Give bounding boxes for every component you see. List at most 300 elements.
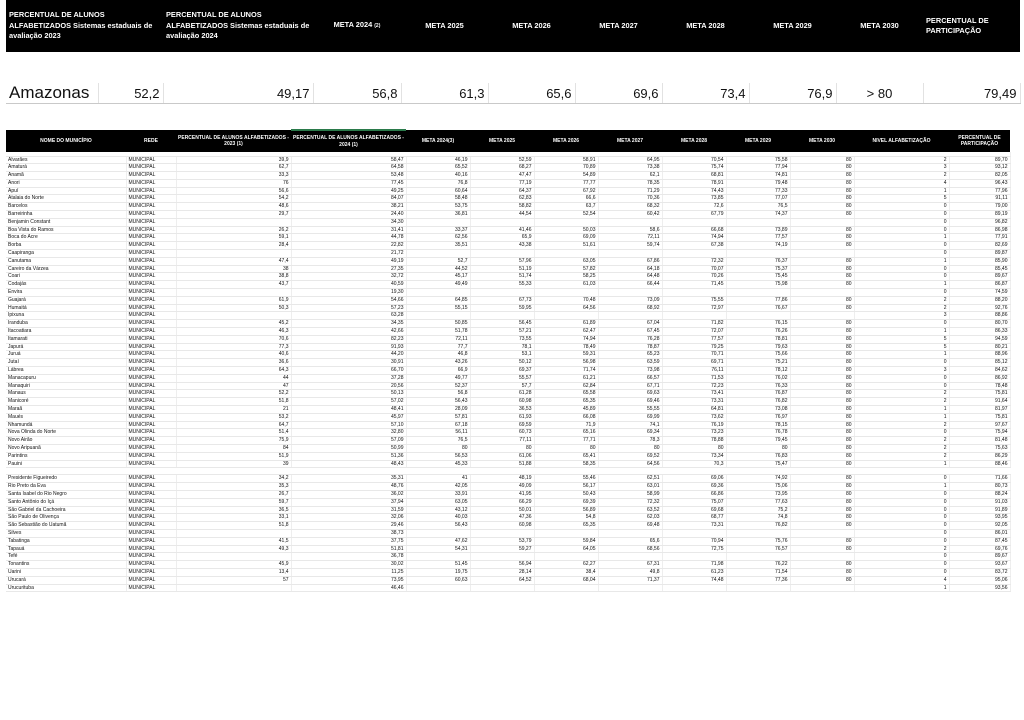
cell-p2023[interactable]	[176, 312, 291, 320]
cell-mun[interactable]: Nhamundá	[6, 421, 126, 429]
cell-participacao[interactable]: 77,96	[949, 187, 1010, 195]
cell-rede[interactable]: MUNICIPAL	[126, 498, 176, 506]
cell-participacao[interactable]: 75,81	[949, 413, 1010, 421]
cell-participacao[interactable]: 75,81	[949, 390, 1010, 398]
cell-p2023[interactable]	[176, 218, 291, 226]
cell-meta2025[interactable]: 28,14	[470, 568, 534, 576]
cell-p2023[interactable]: 45,9	[176, 561, 291, 569]
cell-p2023[interactable]: 51,9	[176, 452, 291, 460]
cell-meta2029[interactable]: 76,02	[726, 374, 790, 382]
cell-meta2030[interactable]	[790, 553, 854, 561]
cell-meta2028[interactable]: 69,06	[662, 475, 726, 483]
cell-meta2027[interactable]: 73,09	[598, 296, 662, 304]
state-name[interactable]: Amazonas	[6, 83, 98, 104]
cell-meta2027[interactable]: 66,44	[598, 281, 662, 289]
cell-participacao[interactable]: 71,66	[949, 475, 1010, 483]
cell-mun[interactable]: São Paulo de Olivença	[6, 514, 126, 522]
cell-meta2027[interactable]: 64,48	[598, 273, 662, 281]
cell-meta2025[interactable]: 69,37	[470, 367, 534, 375]
cell-meta2025[interactable]: 61,93	[470, 413, 534, 421]
cell-participacao[interactable]: 92,05	[949, 522, 1010, 530]
cell-mun[interactable]: Canutama	[6, 257, 126, 265]
state-meta2025[interactable]: 61,3	[401, 83, 488, 104]
cell-p2023[interactable]: 64,7	[176, 421, 291, 429]
cell-meta2029[interactable]: 74,8	[726, 514, 790, 522]
cell-participacao[interactable]: 93,67	[949, 561, 1010, 569]
cell-meta2024[interactable]: 35,51	[406, 242, 470, 250]
cell-meta2025[interactable]	[470, 218, 534, 226]
cell-meta2024[interactable]: 49,49	[406, 281, 470, 289]
cell-meta2024[interactable]: 66,9	[406, 367, 470, 375]
state-meta2027[interactable]: 69,6	[575, 83, 662, 104]
cell-p2023[interactable]: 36,5	[176, 506, 291, 514]
cell-rede[interactable]: MUNICIPAL	[126, 452, 176, 460]
cell-p2024[interactable]: 40,59	[291, 281, 406, 289]
cell-mun[interactable]: Novo Aripuanã	[6, 444, 126, 452]
cell-mun[interactable]: Anori	[6, 179, 126, 187]
cell-meta2024[interactable]: 56,8	[406, 390, 470, 398]
cell-meta2024[interactable]	[406, 553, 470, 561]
cell-meta2027[interactable]: 69,46	[598, 398, 662, 406]
cell-meta2030[interactable]: 80	[790, 490, 854, 498]
cell-meta2025[interactable]: 80	[470, 444, 534, 452]
cell-meta2025[interactable]	[470, 553, 534, 561]
cell-participacao[interactable]: 94,59	[949, 335, 1010, 343]
cell-meta2026[interactable]: 69,39	[534, 498, 598, 506]
cell-meta2029[interactable]: 77,63	[726, 498, 790, 506]
cell-nivel[interactable]: 2	[854, 304, 949, 312]
cell-meta2025[interactable]: 50,01	[470, 506, 534, 514]
cell-p2023[interactable]: 53,2	[176, 413, 291, 421]
cell-meta2025[interactable]	[470, 312, 534, 320]
cell-p2024[interactable]: 51,36	[291, 452, 406, 460]
cell-meta2030[interactable]: 80	[790, 475, 854, 483]
cell-meta2028[interactable]: 74,43	[662, 187, 726, 195]
cell-p2023[interactable]: 50,3	[176, 304, 291, 312]
cell-rede[interactable]: MUNICIPAL	[126, 460, 176, 468]
cell-meta2030[interactable]	[790, 312, 854, 320]
cell-rede[interactable]: MUNICIPAL	[126, 257, 176, 265]
cell-meta2027[interactable]: 78,87	[598, 343, 662, 351]
cell-meta2024[interactable]	[406, 289, 470, 297]
cell-rede[interactable]: MUNICIPAL	[126, 211, 176, 219]
cell-mun[interactable]: Jutaí	[6, 359, 126, 367]
cell-p2023[interactable]: 51,4	[176, 429, 291, 437]
cell-meta2030[interactable]: 80	[790, 460, 854, 468]
cell-nivel[interactable]: 1	[854, 187, 949, 195]
cell-p2024[interactable]: 31,41	[291, 226, 406, 234]
cell-meta2025[interactable]: 48,19	[470, 475, 534, 483]
cell-p2023[interactable]: 26,2	[176, 226, 291, 234]
cell-meta2028[interactable]: 67,79	[662, 211, 726, 219]
cell-meta2024[interactable]: 60,63	[406, 576, 470, 584]
cell-p2023[interactable]: 34,2	[176, 475, 291, 483]
cell-meta2029[interactable]: 74,81	[726, 172, 790, 180]
cell-meta2025[interactable]: 59,95	[470, 304, 534, 312]
cell-meta2024[interactable]: 46,19	[406, 156, 470, 164]
cell-meta2029[interactable]: 77,36	[726, 576, 790, 584]
cell-meta2024[interactable]: 44,52	[406, 265, 470, 273]
cell-p2024[interactable]: 35,31	[291, 475, 406, 483]
cell-meta2030[interactable]: 80	[790, 242, 854, 250]
cell-p2024[interactable]: 51,81	[291, 545, 406, 553]
cell-meta2028[interactable]: 80	[662, 444, 726, 452]
cell-p2024[interactable]: 82,23	[291, 335, 406, 343]
cell-meta2029[interactable]: 75,76	[726, 537, 790, 545]
cell-p2024[interactable]: 11,25	[291, 568, 406, 576]
cell-mun[interactable]: Boa Vista do Ramos	[6, 226, 126, 234]
cell-meta2029[interactable]: 77,94	[726, 164, 790, 172]
cell-meta2029[interactable]: 76,67	[726, 304, 790, 312]
cell-mun[interactable]: Novo Airão	[6, 437, 126, 445]
cell-participacao[interactable]: 81,48	[949, 437, 1010, 445]
cell-p2023[interactable]: 51,8	[176, 398, 291, 406]
cell-meta2027[interactable]	[598, 584, 662, 592]
cell-meta2025[interactable]: 52,59	[470, 156, 534, 164]
cell-p2023[interactable]: 33,3	[176, 172, 291, 180]
cell-p2024[interactable]: 46,46	[291, 584, 406, 592]
cell-meta2027[interactable]: 64,95	[598, 156, 662, 164]
cell-p2023[interactable]: 38,8	[176, 273, 291, 281]
cell-meta2026[interactable]: 56,89	[534, 506, 598, 514]
cell-rede[interactable]: MUNICIPAL	[126, 568, 176, 576]
cell-meta2029[interactable]: 74,92	[726, 475, 790, 483]
cell-meta2024[interactable]: 56,43	[406, 398, 470, 406]
cell-nivel[interactable]: 0	[854, 203, 949, 211]
cell-meta2029[interactable]: 79,48	[726, 179, 790, 187]
cell-nivel[interactable]: 2	[854, 437, 949, 445]
cell-nivel[interactable]: 2	[854, 421, 949, 429]
cell-meta2024[interactable]: 76,8	[406, 179, 470, 187]
cell-meta2029[interactable]: 75,21	[726, 359, 790, 367]
cell-p2024[interactable]: 73,95	[291, 576, 406, 584]
cell-p2023[interactable]: 64,3	[176, 367, 291, 375]
cell-meta2029[interactable]: 76,82	[726, 522, 790, 530]
cell-meta2026[interactable]: 45,89	[534, 406, 598, 414]
cell-meta2028[interactable]: 69,71	[662, 359, 726, 367]
cell-participacao[interactable]: 79,00	[949, 203, 1010, 211]
cell-meta2029[interactable]: 76,15	[726, 320, 790, 328]
cell-mun[interactable]: Urucurituba	[6, 584, 126, 592]
cell-meta2029[interactable]: 79,63	[726, 343, 790, 351]
cell-meta2027[interactable]: 67,86	[598, 257, 662, 265]
cell-rede[interactable]: MUNICIPAL	[126, 382, 176, 390]
cell-meta2028[interactable]: 70,71	[662, 351, 726, 359]
cell-participacao[interactable]: 89,70	[949, 156, 1010, 164]
cell-meta2030[interactable]: 80	[790, 335, 854, 343]
cell-meta2026[interactable]: 71,74	[534, 367, 598, 375]
cell-p2023[interactable]	[176, 553, 291, 561]
cell-nivel[interactable]: 0	[854, 359, 949, 367]
cell-meta2029[interactable]: 78,15	[726, 421, 790, 429]
cell-meta2024[interactable]: 19,75	[406, 568, 470, 576]
cell-meta2024[interactable]: 65,52	[406, 164, 470, 172]
cell-mun[interactable]: Nova Olinda do Norte	[6, 429, 126, 437]
cell-meta2027[interactable]: 67,45	[598, 328, 662, 336]
cell-meta2026[interactable]: 68,04	[534, 576, 598, 584]
cell-nivel[interactable]: 1	[854, 281, 949, 289]
cell-participacao[interactable]: 96,43	[949, 179, 1010, 187]
cell-mun[interactable]: Manicoré	[6, 398, 126, 406]
cell-meta2028[interactable]: 73,85	[662, 195, 726, 203]
cell-meta2029[interactable]: 75,06	[726, 483, 790, 491]
cell-participacao[interactable]: 93,95	[949, 514, 1010, 522]
cell-meta2026[interactable]: 74,94	[534, 335, 598, 343]
cell-meta2027[interactable]: 72,11	[598, 234, 662, 242]
cell-meta2029[interactable]: 76,78	[726, 429, 790, 437]
cell-meta2026[interactable]: 70,89	[534, 164, 598, 172]
cell-meta2026[interactable]: 66,08	[534, 413, 598, 421]
cell-rede[interactable]: MUNICIPAL	[126, 234, 176, 242]
cell-p2024[interactable]: 20,56	[291, 382, 406, 390]
cell-rede[interactable]: MUNICIPAL	[126, 273, 176, 281]
cell-meta2028[interactable]: 75,74	[662, 164, 726, 172]
cell-p2024[interactable]: 57,10	[291, 421, 406, 429]
cell-rede[interactable]: MUNICIPAL	[126, 328, 176, 336]
cell-p2023[interactable]: 57	[176, 576, 291, 584]
cell-meta2025[interactable]: 47,36	[470, 514, 534, 522]
cell-meta2028[interactable]: 73,31	[662, 522, 726, 530]
cell-p2023[interactable]: 29,7	[176, 211, 291, 219]
cell-meta2029[interactable]: 76,87	[726, 390, 790, 398]
cell-nivel[interactable]: 2	[854, 444, 949, 452]
cell-p2024[interactable]: 29,46	[291, 522, 406, 530]
cell-meta2026[interactable]: 56,98	[534, 359, 598, 367]
cell-meta2029[interactable]: 80	[726, 444, 790, 452]
cell-meta2030[interactable]: 80	[790, 568, 854, 576]
cell-meta2026[interactable]	[534, 529, 598, 537]
cell-meta2026[interactable]: 50,43	[534, 490, 598, 498]
cell-meta2026[interactable]: 61,03	[534, 281, 598, 289]
cell-participacao[interactable]: 91,64	[949, 398, 1010, 406]
cell-meta2025[interactable]: 56,94	[470, 561, 534, 569]
cell-p2024[interactable]: 48,41	[291, 406, 406, 414]
cell-rede[interactable]: MUNICIPAL	[126, 179, 176, 187]
cell-meta2027[interactable]: 78,3	[598, 437, 662, 445]
cell-meta2024[interactable]: 67,18	[406, 421, 470, 429]
cell-meta2026[interactable]: 78,49	[534, 343, 598, 351]
cell-meta2026[interactable]: 61,21	[534, 374, 598, 382]
cell-meta2029[interactable]: 75,2	[726, 506, 790, 514]
cell-meta2026[interactable]	[534, 218, 598, 226]
cell-meta2024[interactable]: 63,05	[406, 498, 470, 506]
cell-p2023[interactable]: 59,7	[176, 498, 291, 506]
cell-participacao[interactable]: 84,62	[949, 367, 1010, 375]
cell-mun[interactable]: Itacoatiara	[6, 328, 126, 336]
cell-mun[interactable]: Tefé	[6, 553, 126, 561]
cell-p2023[interactable]: 47,4	[176, 257, 291, 265]
cell-mun[interactable]: Amaturá	[6, 164, 126, 172]
cell-rede[interactable]: MUNICIPAL	[126, 289, 176, 297]
cell-p2024[interactable]: 57,02	[291, 398, 406, 406]
cell-mun[interactable]: Japurá	[6, 343, 126, 351]
state-participacao[interactable]: 79,49	[923, 83, 1020, 104]
cell-p2024[interactable]: 37,28	[291, 374, 406, 382]
cell-rede[interactable]: MUNICIPAL	[126, 514, 176, 522]
cell-nivel[interactable]: 0	[854, 514, 949, 522]
cell-meta2026[interactable]: 58,91	[534, 156, 598, 164]
cell-meta2028[interactable]	[662, 553, 726, 561]
cell-meta2028[interactable]	[662, 312, 726, 320]
cell-meta2024[interactable]: 55,15	[406, 304, 470, 312]
cell-meta2029[interactable]: 76,83	[726, 452, 790, 460]
cell-meta2028[interactable]: 69,68	[662, 506, 726, 514]
cell-rede[interactable]: MUNICIPAL	[126, 242, 176, 250]
cell-rede[interactable]: MUNICIPAL	[126, 218, 176, 226]
cell-meta2026[interactable]: 52,54	[534, 211, 598, 219]
cell-meta2030[interactable]: 80	[790, 367, 854, 375]
cell-meta2024[interactable]: 64,85	[406, 296, 470, 304]
cell-meta2025[interactable]: 61,06	[470, 452, 534, 460]
cell-meta2027[interactable]: 67,04	[598, 320, 662, 328]
cell-nivel[interactable]: 0	[854, 374, 949, 382]
cell-p2023[interactable]: 43,7	[176, 281, 291, 289]
cell-mun[interactable]: São Gabriel da Cachoeira	[6, 506, 126, 514]
cell-nivel[interactable]: 2	[854, 390, 949, 398]
cell-rede[interactable]: MUNICIPAL	[126, 335, 176, 343]
cell-p2024[interactable]: 27,35	[291, 265, 406, 273]
cell-p2024[interactable]: 38,21	[291, 203, 406, 211]
cell-meta2026[interactable]	[534, 289, 598, 297]
cell-meta2025[interactable]: 61,28	[470, 390, 534, 398]
cell-meta2028[interactable]: 70,54	[662, 156, 726, 164]
cell-meta2027[interactable]: 69,63	[598, 390, 662, 398]
cell-meta2024[interactable]: 56,53	[406, 452, 470, 460]
cell-participacao[interactable]: 86,01	[949, 529, 1010, 537]
cell-mun[interactable]: Careiro da Várzea	[6, 265, 126, 273]
cell-meta2024[interactable]: 40,16	[406, 172, 470, 180]
cell-meta2030[interactable]: 80	[790, 359, 854, 367]
cell-rede[interactable]: MUNICIPAL	[126, 195, 176, 203]
cell-meta2030[interactable]: 80	[790, 226, 854, 234]
cell-meta2025[interactable]: 77,11	[470, 437, 534, 445]
cell-meta2030[interactable]: 80	[790, 304, 854, 312]
cell-mun[interactable]: Itamarati	[6, 335, 126, 343]
cell-meta2024[interactable]	[406, 218, 470, 226]
cell-participacao[interactable]: 91,89	[949, 506, 1010, 514]
cell-rede[interactable]: MUNICIPAL	[126, 576, 176, 584]
cell-participacao[interactable]: 96,82	[949, 218, 1010, 226]
cell-rede[interactable]: MUNICIPAL	[126, 429, 176, 437]
state-meta2030[interactable]: > 80	[836, 83, 923, 104]
cell-mun[interactable]: Benjamin Constant	[6, 218, 126, 226]
cell-mun[interactable]: Barcelos	[6, 203, 126, 211]
cell-meta2026[interactable]: 62,84	[534, 382, 598, 390]
cell-meta2027[interactable]	[598, 553, 662, 561]
cell-participacao[interactable]: 88,86	[949, 312, 1010, 320]
cell-nivel[interactable]: 0	[854, 429, 949, 437]
cell-meta2025[interactable]: 73,55	[470, 335, 534, 343]
cell-p2023[interactable]: 28,4	[176, 242, 291, 250]
cell-meta2027[interactable]: 73,38	[598, 164, 662, 172]
cell-meta2029[interactable]: 76,97	[726, 413, 790, 421]
cell-meta2026[interactable]: 63,05	[534, 257, 598, 265]
cell-p2024[interactable]: 49,25	[291, 187, 406, 195]
cell-meta2030[interactable]: 80	[790, 545, 854, 553]
cell-participacao[interactable]: 85,12	[949, 359, 1010, 367]
cell-mun[interactable]: Humaitá	[6, 304, 126, 312]
cell-meta2025[interactable]: 55,33	[470, 281, 534, 289]
cell-meta2030[interactable]: 80	[790, 164, 854, 172]
cell-rede[interactable]: MUNICIPAL	[126, 343, 176, 351]
cell-meta2027[interactable]: 66,57	[598, 374, 662, 382]
cell-p2024[interactable]: 48,76	[291, 483, 406, 491]
cell-meta2025[interactable]: 50,12	[470, 359, 534, 367]
cell-meta2028[interactable]: 75,55	[662, 296, 726, 304]
cell-nivel[interactable]: 1	[854, 460, 949, 468]
cell-meta2024[interactable]: 33,37	[406, 226, 470, 234]
cell-meta2029[interactable]: 74,37	[726, 211, 790, 219]
cell-participacao[interactable]: 97,67	[949, 421, 1010, 429]
cell-meta2028[interactable]: 68,81	[662, 172, 726, 180]
cell-meta2024[interactable]: 36,81	[406, 211, 470, 219]
cell-p2024[interactable]: 42,66	[291, 328, 406, 336]
cell-mun[interactable]: Coari	[6, 273, 126, 281]
cell-meta2027[interactable]: 67,71	[598, 382, 662, 390]
cell-p2024[interactable]: 34,30	[291, 218, 406, 226]
cell-p2023[interactable]	[176, 250, 291, 258]
cell-mun[interactable]: Juruá	[6, 351, 126, 359]
cell-nivel[interactable]: 0	[854, 537, 949, 545]
cell-meta2026[interactable]: 59,31	[534, 351, 598, 359]
cell-rede[interactable]: MUNICIPAL	[126, 413, 176, 421]
cell-meta2026[interactable]: 65,58	[534, 390, 598, 398]
cell-p2023[interactable]: 40,6	[176, 351, 291, 359]
cell-meta2030[interactable]: 80	[790, 265, 854, 273]
cell-meta2029[interactable]: 79,45	[726, 437, 790, 445]
cell-meta2026[interactable]: 69,09	[534, 234, 598, 242]
cell-mun[interactable]: Tabatinga	[6, 537, 126, 545]
cell-meta2025[interactable]: 49,09	[470, 483, 534, 491]
cell-p2023[interactable]: 61,9	[176, 296, 291, 304]
cell-participacao[interactable]: 86,29	[949, 452, 1010, 460]
cell-p2024[interactable]: 22,82	[291, 242, 406, 250]
cell-participacao[interactable]: 89,67	[949, 273, 1010, 281]
cell-nivel[interactable]: 5	[854, 195, 949, 203]
cell-rede[interactable]: MUNICIPAL	[126, 398, 176, 406]
cell-meta2027[interactable]: 59,74	[598, 242, 662, 250]
cell-mun[interactable]: Anamã	[6, 172, 126, 180]
cell-meta2030[interactable]: 80	[790, 406, 854, 414]
cell-p2024[interactable]: 50,99	[291, 444, 406, 452]
cell-p2023[interactable]: 46,3	[176, 328, 291, 336]
cell-meta2027[interactable]	[598, 250, 662, 258]
cell-meta2029[interactable]: 75,98	[726, 281, 790, 289]
cell-meta2028[interactable]: 71,98	[662, 561, 726, 569]
cell-meta2030[interactable]: 80	[790, 483, 854, 491]
cell-meta2024[interactable]: 80	[406, 444, 470, 452]
cell-mun[interactable]: Alvarães	[6, 156, 126, 164]
cell-meta2028[interactable]: 73,62	[662, 413, 726, 421]
cell-meta2029[interactable]: 76,5	[726, 203, 790, 211]
cell-rede[interactable]: MUNICIPAL	[126, 444, 176, 452]
cell-mun[interactable]: Codajás	[6, 281, 126, 289]
cell-meta2028[interactable]: 72,07	[662, 328, 726, 336]
cell-p2024[interactable]: 37,75	[291, 537, 406, 545]
cell-meta2025[interactable]: 58,82	[470, 203, 534, 211]
cell-meta2027[interactable]: 74,1	[598, 421, 662, 429]
cell-meta2027[interactable]: 64,18	[598, 265, 662, 273]
cell-meta2025[interactable]: 65,9	[470, 234, 534, 242]
cell-meta2029[interactable]	[726, 218, 790, 226]
cell-meta2027[interactable]	[598, 529, 662, 537]
cell-meta2025[interactable]: 69,59	[470, 421, 534, 429]
cell-p2023[interactable]: 41,5	[176, 537, 291, 545]
cell-nivel[interactable]: 2	[854, 452, 949, 460]
cell-meta2027[interactable]: 69,48	[598, 522, 662, 530]
cell-meta2026[interactable]: 55,46	[534, 475, 598, 483]
cell-p2023[interactable]: 33,1	[176, 514, 291, 522]
